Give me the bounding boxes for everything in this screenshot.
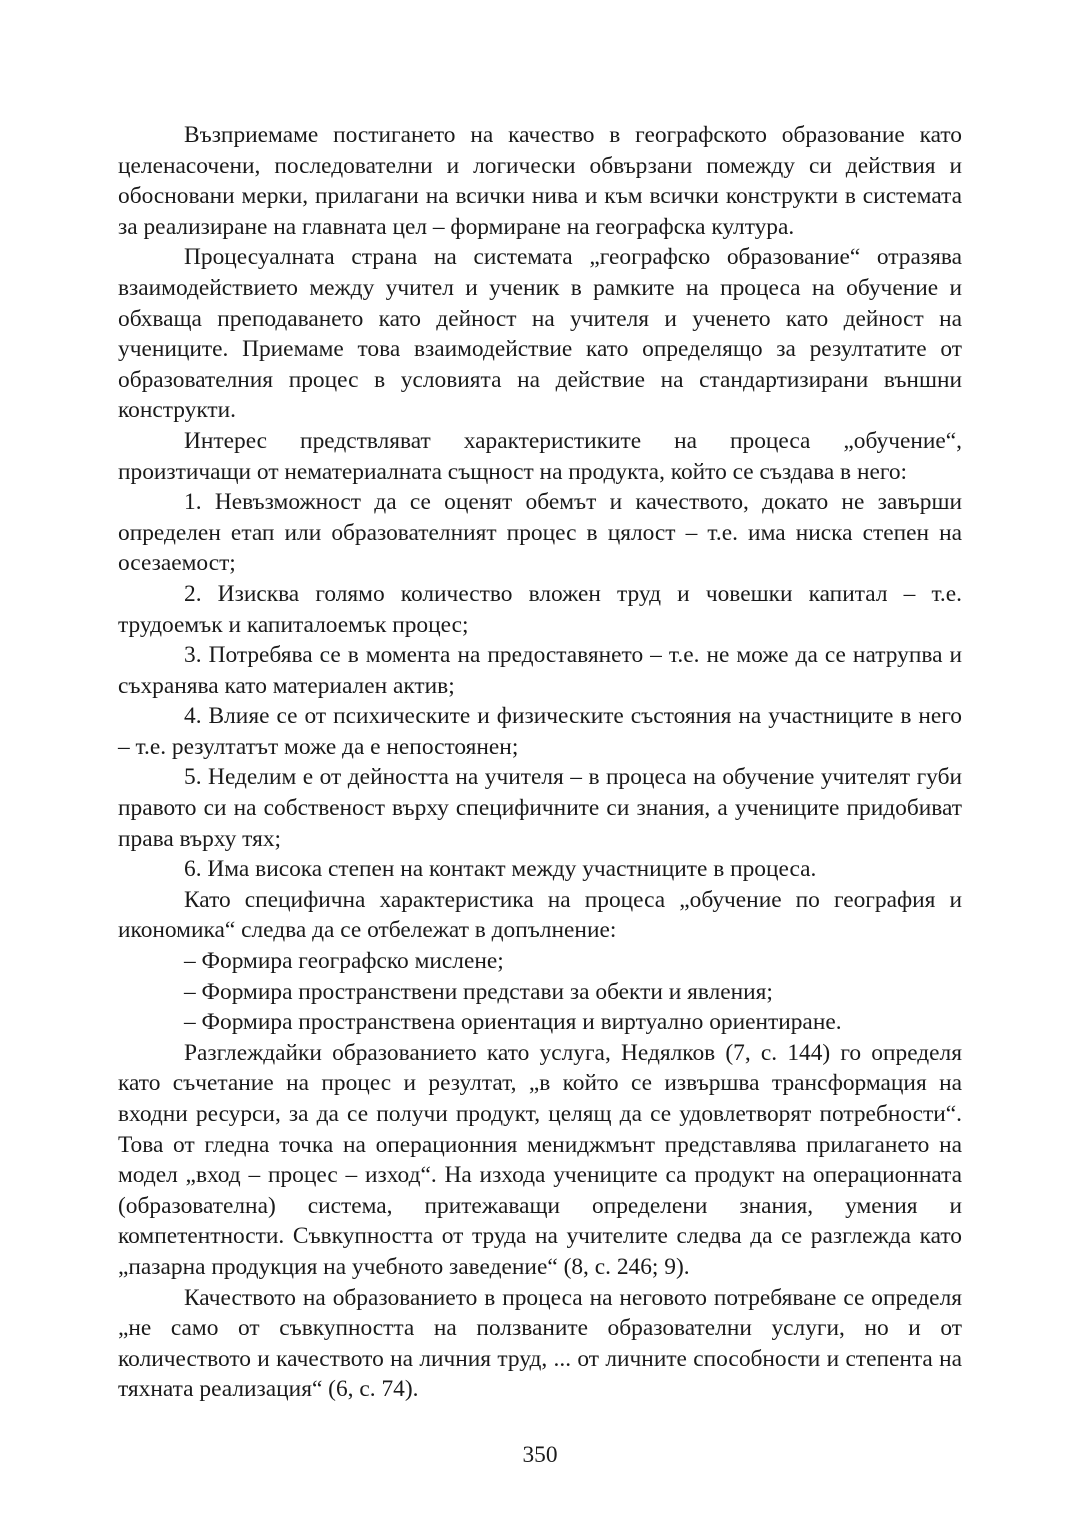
paragraph-characteristics-intro: Интерес предствляват характеристиките на процеса „обучение“, произтичащи от нематериалната същност на продукта, който се създава в него: — [118, 427, 962, 485]
list-item-3: 3. Потребява се в момента на предоставянето – т.е. не може да се натрупва и съхранява като материален актив; — [118, 642, 962, 699]
list-item-1: 1. Невъзможност да се оценят обемът и качеството, докато не завърши определен етап или образователният процес в цялост – т.е. има ниска степен на осезаемост; — [118, 489, 962, 577]
page-body — [118, 120, 962, 1405]
paragraph-specific-characteristic: Като специфична характеристика на процеса „обучение по география и икономика“ следва да се отбележат в допълнение: — [118, 886, 962, 944]
list-item-4: 4. Влияе се от психическите и физическите състояния на участниците в него – т.е. резултатът може да е непостоянен; — [118, 703, 962, 760]
dash-item-2: – Формира пространствени представи за обекти и явления; — [184, 978, 773, 1005]
dash-item-3: – Формира пространствена ориентация и виртуално ориентиране. — [184, 1009, 842, 1036]
list-item-2: 2. Изисква голямо количество вложен труд и човешки капитал – т.е. трудоемък и капиталоемък процес; — [118, 580, 962, 638]
list-item-6: 6. Има висока степен на контакт между участниците в процеса. — [184, 856, 817, 883]
paragraph-education-quality: Качеството на образованието в процеса на неговото потребяване се определя „не само от съвкупността на ползваните образователни услуги, но и от количеството и качеството на личния труд, ... от личните способности и степента на тяхната реализация“ (6, с. 74). — [118, 1284, 962, 1403]
list-item-5: 5. Неделим е от дейността на учителя – в процеса на обучение учителят губи правото си на собственост върху специфичните си знания, а учениците придобиват права върху тях; — [118, 764, 962, 852]
paragraph-quality-definition: Възприемаме постигането на качество в географското образование като целенасочени, последователни и логически обвързани помежду си действия и обосновани мерки, прилагани на всички нива и към всички конструкти в системата за реализиране на главната цел – формиране на географска култура. — [118, 122, 962, 240]
paragraph-education-as-service: Разглеждайки образованието като услуга, Недялков (7, с. 144) го определя като съчетание на процес и резултат, „в който се извършва трансформация на входни ресурси, за да се получи продукт, целящ да се удовлетворят потребности“. Това от гледна точка на операционния мениджмънт представлява прилагането на модел „вход – процес – изход“. На изхода учениците са продукт на операционната (образователна) система, притежаващи определени знания, умения и компетентности. Съвкупността от труда на учителите следва да се разглежда като „пазарна продукция на учебното заведение“ (8, с. 246; 9). — [118, 1039, 962, 1280]
dash-item-1: – Формира географско мислене; — [184, 948, 504, 975]
paragraph-process-side: Процесуалната страна на системата „географско образование“ отразява взаимодействието между учител и ученик в рамките на процеса на обучение и обхваща преподаването като дейност на учителя и ученето като дейност на учениците. Приемаме това взаимодействие като определящо за резултатите от образователния процес в условията на действие на стандартизирани външни конструкти. — [118, 244, 962, 424]
page-number: 350 — [522, 1442, 558, 1468]
